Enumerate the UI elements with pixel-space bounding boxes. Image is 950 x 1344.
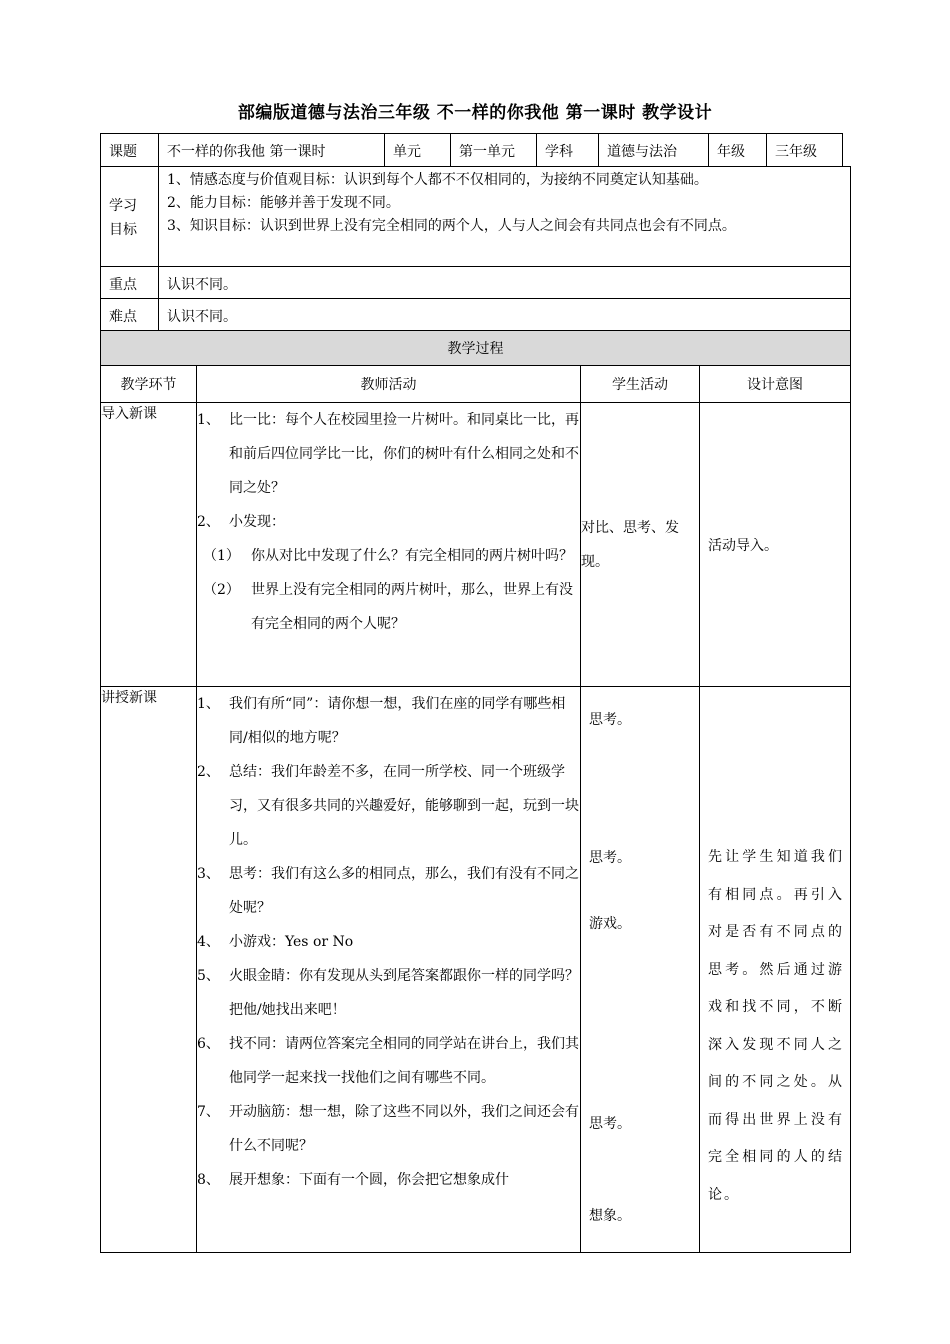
intro-teacher-activities bbox=[197, 403, 581, 687]
grade-label: 年级 bbox=[709, 134, 767, 167]
objective-item: 2、能力目标：能够并善于发现不同。 bbox=[167, 195, 400, 211]
lesson-teacher-activities bbox=[197, 687, 581, 1253]
topic-value: 不一样的你我他 第一课时 bbox=[159, 134, 385, 167]
student-activity: 思考。 bbox=[589, 712, 631, 728]
student-activity: 想象。 bbox=[589, 1208, 631, 1224]
key-point-label: 重点 bbox=[101, 267, 159, 299]
process-table bbox=[100, 330, 851, 1253]
process-header: 教学过程 bbox=[101, 331, 851, 366]
difficulty-value: 认识不同。 bbox=[159, 299, 851, 331]
list-item: 8、 展开想象：下面有一个圆，你会把它想象成什 bbox=[197, 1172, 509, 1188]
list-item: 3、 思考：我们有这么多的相同点，那么，我们有没有不同之处呢？ bbox=[197, 866, 579, 916]
objective-item: 3、知识目标：认识到世界上没有完全相同的两个人，人与人之间会有共同点也会有不同点。 bbox=[167, 218, 736, 234]
lesson-stage: 讲授新课 bbox=[101, 687, 197, 1253]
list-item: 7、 开动脑筋：想一想，除了这些不同以外，我们之间还会有什么不同呢？ bbox=[197, 1104, 579, 1154]
column-teacher: 教师活动 bbox=[197, 366, 581, 403]
list-item: 2、 小发现： bbox=[197, 514, 285, 530]
lesson-intent: 先让学生知道我们有相同点。再引入对是否有不同点的思考。然后通过游戏和找不同，不断深入发现不同人之间的不同之处。从而得出世界上没有完全相同的人的结论。 bbox=[700, 687, 851, 1253]
list-item: 5、 火眼金睛：你有发现从头到尾答案都跟你一样的同学吗？把他/她找出来吧！ bbox=[197, 968, 579, 1018]
objectives-label: 学习目标 bbox=[101, 167, 159, 267]
unit-value: 第一单元 bbox=[451, 134, 537, 167]
list-item: （2） 世界上没有完全相同的两片树叶，那么，世界上有没有完全相同的两个人呢？ bbox=[203, 582, 573, 632]
list-item: （1） 你从对比中发现了什么？有完全相同的两片树叶吗？ bbox=[203, 548, 573, 564]
document-title: 部编版道德与法治三年级 不一样的你我他 第一课时 教学设计 bbox=[237, 103, 713, 123]
list-item: 2、 总结：我们年龄差不多，在同一所学校、同一个班级学习，又有很多共同的兴趣爱好，能够聊到一起，玩到一块儿。 bbox=[197, 764, 579, 848]
unit-label: 单元 bbox=[385, 134, 451, 167]
list-item: 1、 我们有所“同”：请你想一想，我们在座的同学有哪些相同/相似的地方呢？ bbox=[197, 696, 566, 746]
list-item: 4、 小游戏：Yes or No bbox=[197, 934, 354, 950]
list-item: 6、 找不同：请两位答案完全相同的同学站在讲台上，我们其他同学一起来找一找他们之间有哪些不同。 bbox=[197, 1036, 579, 1086]
key-point-value: 认识不同。 bbox=[159, 267, 851, 299]
grade-value: 三年级 bbox=[767, 134, 843, 167]
column-intent: 设计意图 bbox=[700, 366, 851, 403]
column-stage: 教学环节 bbox=[101, 366, 197, 403]
subject-label: 学科 bbox=[537, 134, 599, 167]
lesson-student-activities bbox=[581, 687, 700, 1253]
list-item: 1、 比一比：每个人在校园里捡一片树叶。和同桌比一比，再和前后四位同学比一比，你们的树叶有什么相同之处和不同之处？ bbox=[197, 412, 579, 496]
objective-item: 1、情感态度与价值观目标：认识到每个人都不不仅相同的，为接纳不同奠定认知基础。 bbox=[167, 172, 708, 188]
column-student: 学生活动 bbox=[581, 366, 700, 403]
student-activity: 思考。 bbox=[589, 1116, 631, 1132]
student-activity: 思考。 bbox=[589, 850, 631, 866]
intro-intent: 活动导入。 bbox=[700, 403, 851, 687]
intro-student-activity: 对比、思考、发现。 bbox=[581, 403, 700, 687]
info-table bbox=[100, 133, 843, 167]
objectives-table bbox=[100, 166, 851, 331]
topic-label: 课题 bbox=[101, 134, 159, 167]
objectives-list bbox=[159, 167, 851, 267]
student-activity: 游戏。 bbox=[589, 916, 631, 932]
difficulty-label: 难点 bbox=[101, 299, 159, 331]
subject-value: 道德与法治 bbox=[599, 134, 709, 167]
intro-stage: 导入新课 bbox=[101, 403, 197, 687]
